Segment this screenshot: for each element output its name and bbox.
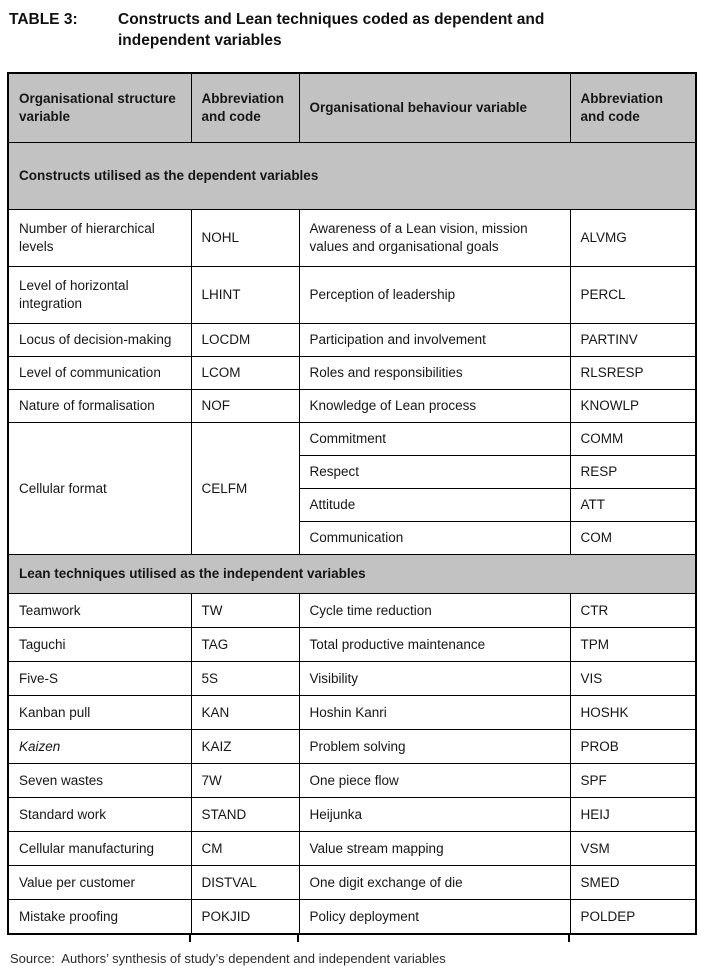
- cell-structure-code: DISTVAL: [191, 865, 299, 899]
- cell-structure-code: CM: [191, 831, 299, 865]
- table-row: [8, 661, 696, 695]
- cell-behaviour-variable: Respect: [299, 455, 570, 488]
- cell-structure-variable: Teamwork: [8, 593, 191, 627]
- section-header-independent-label: Lean techniques utilised as the independent variables: [8, 554, 696, 593]
- cell-structure-variable: Locus of decision-making: [8, 323, 191, 356]
- cell-behaviour-code: SPF: [570, 763, 696, 797]
- table-row: [8, 209, 696, 266]
- cell-behaviour-variable: Cycle time reduction: [299, 593, 570, 627]
- cell-behaviour-code: COM: [570, 521, 696, 554]
- cell-structure-code: LCOM: [191, 356, 299, 389]
- cell-behaviour-variable: Attitude: [299, 488, 570, 521]
- cell-behaviour-variable: Participation and involvement: [299, 323, 570, 356]
- cell-behaviour-variable: One digit exchange of die: [299, 865, 570, 899]
- cell-structure-variable: Number of hierarchical levels: [8, 209, 191, 266]
- column-header-abbreviation-1: Abbreviation and code: [191, 73, 299, 143]
- table-border-stub: [189, 935, 191, 942]
- cell-behaviour-code: ATT: [570, 488, 696, 521]
- section-header-independent: [8, 554, 696, 593]
- cell-structure-variable: Mistake proofing: [8, 899, 191, 934]
- cell-structure-code: TW: [191, 593, 299, 627]
- section-header-dependent-label: Constructs utilised as the dependent variables: [8, 142, 696, 209]
- column-header-abbreviation-2: Abbreviation and code: [570, 73, 696, 143]
- cell-behaviour-variable: Value stream mapping: [299, 831, 570, 865]
- cell-structure-code: NOHL: [191, 209, 299, 266]
- cell-structure-code: KAN: [191, 695, 299, 729]
- table-row: [8, 389, 696, 422]
- cell-structure-code: TAG: [191, 627, 299, 661]
- column-header-structure-variable: Organisational structure variable: [8, 73, 191, 143]
- cell-structure-variable: Standard work: [8, 797, 191, 831]
- cell-structure-variable: Seven wastes: [8, 763, 191, 797]
- cell-structure-code: CELFM: [191, 422, 299, 554]
- cell-behaviour-variable: Awareness of a Lean vision, mission values and organisational goals: [299, 209, 570, 266]
- cell-structure-variable: Kanban pull: [8, 695, 191, 729]
- table-row: [8, 593, 696, 627]
- cell-structure-code: LHINT: [191, 266, 299, 323]
- cell-behaviour-code: HOSHK: [570, 695, 696, 729]
- cell-behaviour-code: SMED: [570, 865, 696, 899]
- table-row: [8, 356, 696, 389]
- cell-behaviour-variable: Knowledge of Lean process: [299, 389, 570, 422]
- cell-behaviour-code: ALVMG: [570, 209, 696, 266]
- cell-behaviour-variable: Visibility: [299, 661, 570, 695]
- table-border-stub: [568, 935, 570, 942]
- cell-behaviour-variable: Total productive maintenance: [299, 627, 570, 661]
- table-row: [8, 695, 696, 729]
- cell-structure-variable: Level of horizontal integration: [8, 266, 191, 323]
- cell-behaviour-code: HEIJ: [570, 797, 696, 831]
- cell-structure-variable: Taguchi: [8, 627, 191, 661]
- table-number-label: TABLE 3:: [9, 11, 78, 28]
- cell-behaviour-variable: Policy deployment: [299, 899, 570, 934]
- header-row: [8, 73, 696, 143]
- table-title-text: Constructs and Lean techniques coded as dependent and independent variables: [118, 11, 545, 49]
- cell-behaviour-code: PROB: [570, 729, 696, 763]
- cell-behaviour-variable: Commitment: [299, 422, 570, 455]
- cell-behaviour-code: TPM: [570, 627, 696, 661]
- section-header-dependent: [8, 142, 696, 209]
- cell-structure-variable: Nature of formalisation: [8, 389, 191, 422]
- cell-behaviour-code: POLDEP: [570, 899, 696, 934]
- cell-behaviour-code: PERCL: [570, 266, 696, 323]
- cell-structure-code: POKJID: [191, 899, 299, 934]
- table-row-cellular-format: [8, 422, 696, 455]
- table-row: [8, 729, 696, 763]
- variables-table: [7, 72, 697, 935]
- cell-structure-variable: Cellular manufacturing: [8, 831, 191, 865]
- column-header-behaviour-variable: Organisational behaviour variable: [299, 73, 570, 143]
- table-row: [8, 323, 696, 356]
- cell-structure-code: LOCDM: [191, 323, 299, 356]
- table-row: [8, 266, 696, 323]
- cell-behaviour-variable: Hoshin Kanri: [299, 695, 570, 729]
- table-row: [8, 797, 696, 831]
- cell-structure-variable: Cellular format: [8, 422, 191, 554]
- cell-structure-code: NOF: [191, 389, 299, 422]
- table-row: [8, 763, 696, 797]
- cell-behaviour-code: VIS: [570, 661, 696, 695]
- table-row: [8, 831, 696, 865]
- cell-structure-code: KAIZ: [191, 729, 299, 763]
- cell-behaviour-code: PARTINV: [570, 323, 696, 356]
- cell-behaviour-code: RLSRESP: [570, 356, 696, 389]
- cell-behaviour-code: KNOWLP: [570, 389, 696, 422]
- cell-behaviour-variable: Roles and responsibilities: [299, 356, 570, 389]
- table-row: [8, 899, 696, 934]
- table-border-stub: [297, 935, 299, 942]
- cell-behaviour-variable: One piece flow: [299, 763, 570, 797]
- table-row: [8, 865, 696, 899]
- cell-structure-variable: Five-S: [8, 661, 191, 695]
- cell-behaviour-variable: Problem solving: [299, 729, 570, 763]
- cell-structure-variable: Value per customer: [8, 865, 191, 899]
- cell-structure-variable: Level of communication: [8, 356, 191, 389]
- cell-behaviour-variable: Heijunka: [299, 797, 570, 831]
- cell-behaviour-variable: Perception of leadership: [299, 266, 570, 323]
- cell-structure-code: 5S: [191, 661, 299, 695]
- cell-behaviour-code: VSM: [570, 831, 696, 865]
- table-row: [8, 627, 696, 661]
- cell-structure-code: STAND: [191, 797, 299, 831]
- cell-behaviour-code: RESP: [570, 455, 696, 488]
- cell-structure-code: 7W: [191, 763, 299, 797]
- cell-structure-variable: Kaizen: [8, 729, 191, 763]
- source-note: Source: Authors’ synthesis of study’s dependent and independent variables: [10, 950, 446, 966]
- cell-behaviour-code: COMM: [570, 422, 696, 455]
- cell-behaviour-code: CTR: [570, 593, 696, 627]
- variables-table-wrap: [7, 72, 695, 935]
- table-title: [9, 10, 695, 52]
- cell-behaviour-variable: Communication: [299, 521, 570, 554]
